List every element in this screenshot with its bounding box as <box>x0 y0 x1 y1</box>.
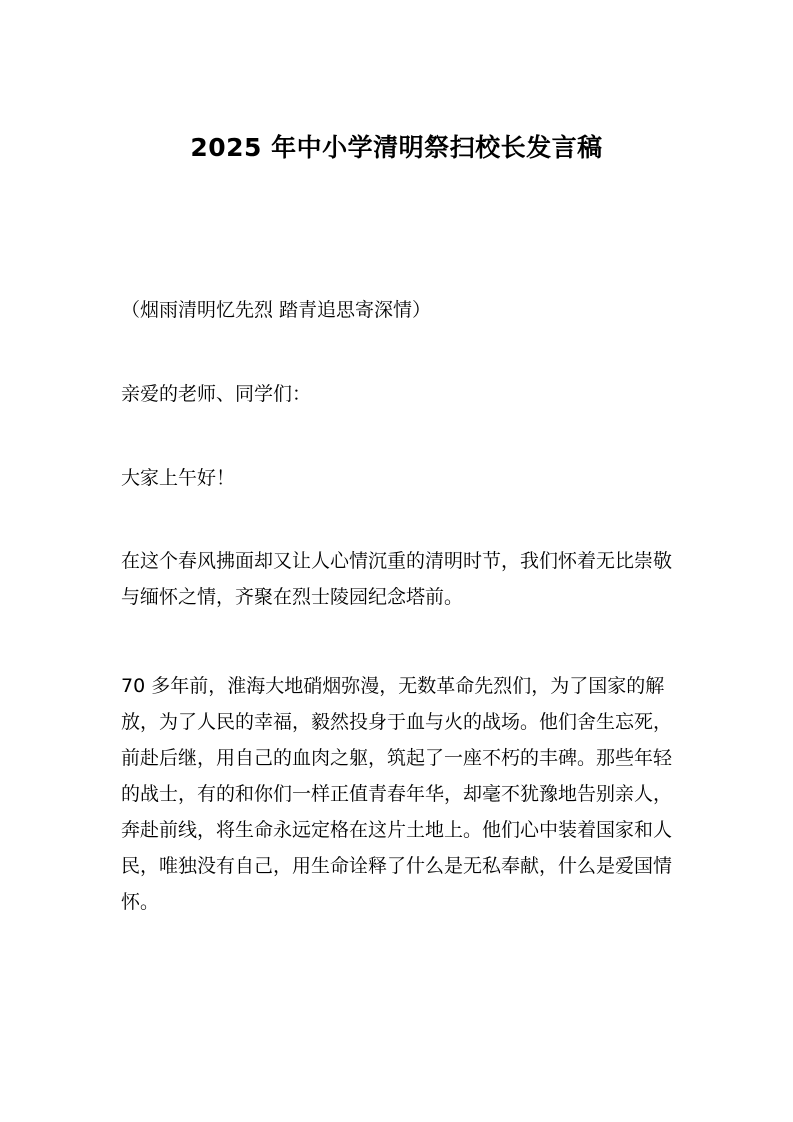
salutation-line: 大家上午好！ <box>121 467 236 489</box>
paragraph-1: 在这个春风拂面却又让人心情沉重的清明时节，我们怀着无比崇敬与缅怀之情，齐聚在烈士陵园纪念塔前。 <box>121 550 673 608</box>
greeting-line: 亲爱的老师、同学们： <box>121 383 312 405</box>
document-title: 2025 年中小学清明祭扫校长发言稿 <box>190 133 603 162</box>
paragraph-2: 70 多年前，淮海大地硝烟弥漫，无数革命先烈们，为了国家的解放，为了人民的幸福，毅然投身于血与火的战场。他们舍生忘死，前赴后继，用自己的血肉之躯，筑起了一座不朽的丰碑。那些年轻的战士，有的和你们一样正值青春年华，却毫不犹豫地告别亲人，奔赴前线，将生命永远定格在这片土地上。他们心中装着国家和人民，唯独没有自己，用生命诠释了什么是无私奉献，什么是爱国情怀。 <box>121 675 673 913</box>
document-subtitle: （烟雨清明忆先烈 踏青追思寄深情） <box>121 299 432 321</box>
